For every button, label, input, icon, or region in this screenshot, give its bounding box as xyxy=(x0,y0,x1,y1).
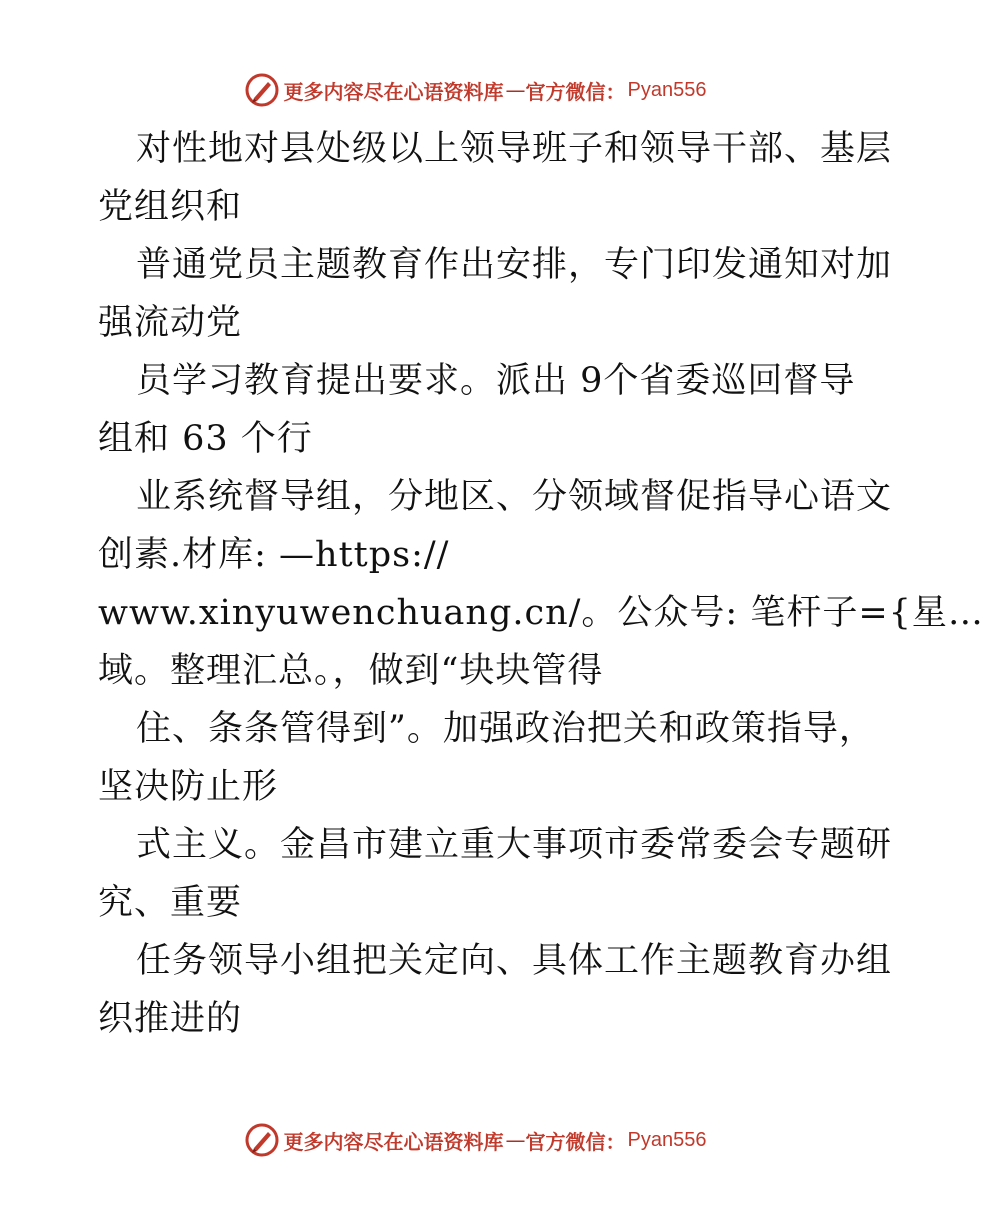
text-line: 普通党员主题教育作出安排，专门印发通知对加 xyxy=(136,245,893,285)
text-line: 域。整理汇总。，做到“块块管得 xyxy=(98,651,604,691)
document-body xyxy=(98,120,984,1048)
watermark-header xyxy=(0,70,950,110)
watermark-footer xyxy=(0,1120,950,1160)
text-line: 对性地对县处级以上领导班子和领导干部、基层 xyxy=(136,129,893,169)
text-line: 织推进的 xyxy=(98,999,243,1039)
watermark-wechat-id: Pyan556 xyxy=(627,78,707,101)
watermark-separator: — xyxy=(505,78,526,102)
watermark-wechat-label: 官方微信： xyxy=(525,1129,626,1154)
text-line: 究、重要 xyxy=(98,883,243,923)
text-line: 创素.材库: —https:// xyxy=(98,535,450,575)
text-line: 业系统督导组，分地区、分领域督促指导心语文 xyxy=(136,477,893,517)
watermark-separator: — xyxy=(505,1128,526,1152)
text-line: 坚决防止形 xyxy=(98,767,279,807)
text-line: 强流动党 xyxy=(98,303,243,343)
watermark-brand: 更多内容尽在心语资料库 xyxy=(283,1129,504,1154)
text-line: 员学习教育提出要求。派出 9个省委巡回督导 xyxy=(136,361,856,401)
text-line: 式主义。金昌市建立重大事项市委常委会专题研 xyxy=(136,825,893,865)
text-line: www.xinyuwenchuang.cn/。公众号: 笔杆子={星… xyxy=(98,593,984,633)
watermark-wechat-label: 官方微信： xyxy=(525,79,626,104)
text-line: 任务领导小组把关定向、具体工作主题教育办组 xyxy=(136,941,893,981)
watermark-brand: 更多内容尽在心语资料库 xyxy=(283,79,504,104)
text-line: 住、条条管得到”。加强政治把关和政策指导， xyxy=(136,709,875,749)
text-line: 组和 63 个行 xyxy=(98,419,313,459)
pen-logo-icon xyxy=(244,72,280,108)
pen-logo-icon xyxy=(244,1122,280,1158)
text-line: 党组织和 xyxy=(98,187,243,227)
watermark-wechat-id: Pyan556 xyxy=(627,1128,707,1151)
